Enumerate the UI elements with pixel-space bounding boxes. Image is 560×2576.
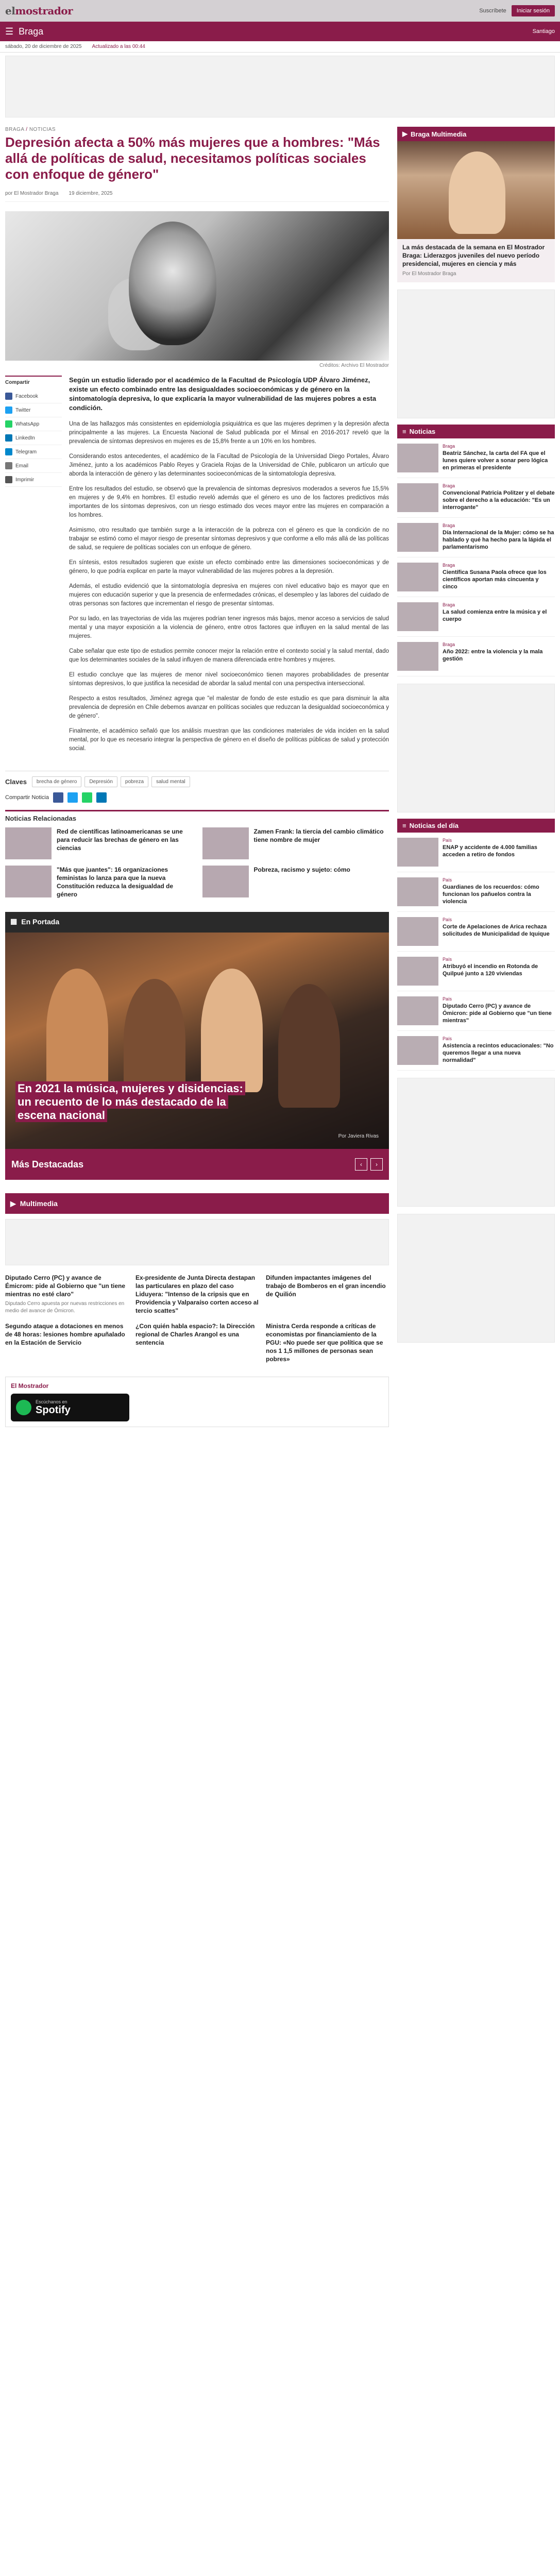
article-paragraph: Además, el estudio evidenció que la sintomatología depresiva en mujeres con nivel educativo bajo es mayor que en mujeres con educación superior y que la presencia de enfermedades crónicas, el desempleo y las labores del cuidado de otras personas son factores que incrementan el riesgo de presentar síntomas. (69, 583, 389, 607)
share-item-email[interactable] (5, 459, 62, 473)
article-paragraph: Entre los resultados del estudio, se observó que la prevalencia de síntomas depresivos moderados a severos fue 15,5% en mujeres y de 9,4% en hombres. El estudio reveló además que el género es uno de los factores predictivos más importantes de los síntomas depresivos, con un riesgo estimado dos veces mayor entre las mujeres en comparación a los hombres. (69, 486, 389, 518)
sidebar-thumbnail[interactable] (397, 917, 438, 946)
news-summary: Diputado Cerro apuesta por nuevas restricciones en medio del avance de Ómicron. (5, 1301, 125, 1314)
tag-link[interactable]: Depresión (84, 776, 117, 787)
play-icon: ▶ (10, 1199, 16, 1208)
sidebar-news-item[interactable] (397, 597, 555, 637)
related-title: Noticias Relacionadas (5, 815, 76, 822)
portada-section (5, 912, 389, 1180)
article-paragraph: Considerando estos antecedentes, el académico de la Facultad de Psicología de la Universidad Diego Portales, Álvaro Jiménez, junto a los académicos Pablo Reyes y Graciela Rojas de la Universidad de Chile, publicaron un artículo que aborda la interacción de género y las determinantes socioeconómicas de la sintomatología depresiva. (69, 453, 389, 477)
list-icon: ≡ (402, 822, 406, 829)
sidebar-news-section: Braga (443, 483, 455, 488)
sidebar-ad-1[interactable] (397, 290, 555, 418)
related-item[interactable] (202, 827, 389, 859)
article-title: Depresión afecta a 50% más mujeres que a hombres: "Más allá de políticas de salud, necesitamos políticas sociales con enfoque de género" (5, 134, 380, 182)
updated-time: Actualizado a las 00:44 (92, 44, 145, 49)
grid-icon: ▦ (10, 917, 18, 925)
sidebar-news-item[interactable] (397, 912, 555, 952)
sidebar-news-item[interactable] (397, 1031, 555, 1071)
sidebar-ad-3[interactable] (397, 1078, 555, 1207)
spotify-icon (16, 1400, 31, 1415)
sidebar-news-item[interactable] (397, 952, 555, 991)
tags-label: Claves (5, 778, 27, 786)
related-headline[interactable]: Pobreza, racismo y sujeto: cómo (253, 866, 350, 873)
spotify-button[interactable]: Escúchanos en Spotify (11, 1394, 129, 1421)
whatsapp-icon[interactable] (82, 792, 92, 803)
sidebar-news-headline[interactable]: Guardianes de los recuerdos: cómo funcionan los pañuelos contra la violencia (443, 884, 539, 905)
share-item-label: Twitter (15, 407, 31, 413)
subscribe-link[interactable]: Suscríbete (479, 8, 506, 14)
noticias-dia-head: ≡ Noticias del día (397, 819, 555, 833)
sidebar-news-headline[interactable]: La salud comienza entre la música y el cuerpo (443, 609, 547, 622)
next-arrow-icon[interactable]: › (370, 1158, 383, 1171)
news-card[interactable] (266, 1274, 389, 1315)
sidebar-news-item[interactable] (397, 478, 555, 518)
top-header-actions (479, 5, 555, 16)
sidebar (397, 121, 555, 1427)
date-bar (0, 41, 560, 53)
news-headline[interactable]: Diputado Cerro (PC) y avance de Émicrom: pide al Gobierno que "un tiene mientras no esté claro" (5, 1274, 126, 1298)
menu-icon[interactable]: ☰ (5, 26, 14, 37)
sidebar-news-item[interactable] (397, 557, 555, 597)
sidebar-news-section: País (443, 957, 452, 962)
share-item-label: Imprimir (15, 477, 35, 483)
multimedia-photo[interactable] (397, 141, 555, 239)
sidebar-news-item[interactable] (397, 637, 555, 676)
related-thumbnail[interactable] (202, 827, 249, 859)
related-thumbnail[interactable] (202, 866, 249, 897)
sidebar-news-headline[interactable]: Año 2022: entre la violencia y la mala gestión (443, 649, 543, 662)
portada-credit: Por Javiera Rivas (338, 1133, 379, 1139)
sidebar-news-headline[interactable]: Convencional Patricia Politzer y el debate sobre el derecho a la educación: "Es un interrogante" (443, 490, 555, 511)
hero-image (5, 211, 389, 361)
telegram-icon (5, 448, 12, 455)
section-bar (0, 22, 560, 41)
portada-label: ▦ En Portada (10, 917, 60, 926)
related-headline[interactable]: Red de científicas latinoamericanas se une para reducir las brechas de género en las ciencias (57, 828, 183, 852)
sidebar-news-headline[interactable]: Corte de Apelaciones de Arica rechaza solicitudes de Municipalidad de Iquique (443, 924, 550, 937)
article-paragraph: El estudio concluye que las mujeres de menor nivel socioeconómico tienen mayores probabilidades de presentar síntomas depresivos, lo que justifica la necesidad de abordar la salud mental con una perspectiva interseccional. (69, 672, 389, 687)
news-card[interactable] (266, 1322, 389, 1363)
share-row-label: Compartir Noticia (5, 794, 49, 801)
highlights-label: Más Destacadas (11, 1159, 84, 1170)
multimedia-band: ▶ Multimedia (5, 1193, 389, 1214)
linkedin-icon (5, 434, 12, 442)
news-card[interactable] (135, 1322, 259, 1363)
tags-row (5, 771, 389, 787)
related-item[interactable] (5, 866, 192, 899)
article-body (69, 376, 389, 759)
sidebar-news-headline[interactable]: ENAP y accidente de 4.000 familias acceden a retiro de fondos (443, 844, 537, 858)
sidebar-ad-2[interactable] (397, 684, 555, 812)
sidebar-news-headline[interactable]: Científica Susana Paola ofrece que los científicos aportan más cincuenta y cinco (443, 569, 547, 590)
sidebar-news-headline[interactable]: Día Internacional de la Mujer: cómo se ha hablado y qué ha hecho para la lápida el parlamentarismo (443, 530, 554, 550)
main-column (5, 121, 389, 1427)
sidebar-news-section: Braga (443, 602, 455, 607)
article-byline (5, 188, 389, 202)
tag-link[interactable]: brecha de género (32, 776, 81, 787)
news-card[interactable] (5, 1274, 128, 1315)
sidebar-news-item[interactable] (397, 872, 555, 912)
share-title: Compartir (5, 376, 62, 385)
multimedia-head: ▶ Braga Multimedia (397, 127, 555, 141)
multimedia-caption[interactable]: La más destacada de la semana en El Mostrador Braga: Liderazgos juveniles del nuevo período presidencial, mujeres en ciencia y más Por El Mostrador Braga (397, 239, 555, 282)
sidebar-news-headline[interactable]: Diputado Cerro (PC) y avance de Ómicron: pide al Gobierno que "un tiene mientras" (443, 1003, 552, 1024)
related-headline[interactable]: "Más que juantes": 16 organizaciones feministas lo lanza para que la nueva Constitución reduzca la desigualdad de género (57, 866, 174, 898)
sidebar-news-item[interactable] (397, 438, 555, 478)
news-grid (5, 1274, 389, 1363)
list-icon: ≡ (402, 428, 406, 435)
email-icon (5, 462, 12, 469)
breadcrumb[interactable]: BRAGA / NOTICIAS (5, 127, 56, 132)
sidebar-thumbnail[interactable] (397, 838, 438, 867)
play-icon: ▶ (402, 130, 408, 138)
sidebar-news-section: Braga (443, 563, 455, 568)
location-label: Santiago (532, 28, 555, 35)
article-paragraph: En síntesis, estos resultados sugieren que existe un efecto combinado entre las dimensiones socioeconómicas y de género, lo que podría explicar en parte la mayor vulnerabilidad de las mujeres pobres a la depresión. (69, 560, 389, 574)
share-item-linkedin[interactable] (5, 431, 62, 445)
facebook-icon[interactable] (53, 792, 63, 803)
share-item-telegram[interactable] (5, 445, 62, 459)
twitter-icon (5, 406, 12, 414)
related-news (5, 810, 389, 899)
article-lead: Según un estudio liderado por el académico de la Facultad de Psicología UDP Álvaro Jiménez, existe un efecto combinado entre las desigualdades socioeconómicas y de género en la sintomatología depresiva, lo que explicaría la mayor vulnerabilidad de las mujeres pobres a esta condición. (69, 376, 377, 412)
sidebar-ad-4[interactable] (397, 1214, 555, 1343)
noticias-head: ≡ Noticias (397, 425, 555, 438)
tag-link[interactable]: salud mental (151, 776, 190, 787)
current-date: sábado, 20 de diciembre de 2025 (5, 44, 82, 49)
share-item-facebook[interactable] (5, 389, 62, 403)
twitter-icon[interactable] (67, 792, 78, 803)
sidebar-thumbnail[interactable] (397, 877, 438, 906)
sidebar-news-section: Braga (443, 642, 455, 647)
portada-headline[interactable]: En 2021 la música, mujeres y disidencias: un recuento de lo más destacado de la escena nacional (15, 1082, 258, 1122)
site-logo[interactable]: elmostrador (5, 5, 73, 17)
sidebar-news-headline[interactable]: Asistencia a recintos educacionales: "No queremos llegar a una nueva normalidad" (443, 1043, 554, 1063)
related-item[interactable] (5, 827, 192, 859)
photo-caption: Créditos: Archivo El Mostrador (319, 363, 389, 368)
sidebar-news-section: País (443, 877, 452, 883)
tag-link[interactable]: pobreza (121, 776, 148, 787)
author[interactable]: por El Mostrador Braga (5, 191, 59, 196)
sidebar-thumbnail[interactable] (397, 523, 438, 552)
podcast-block (5, 1377, 389, 1427)
sidebar-thumbnail[interactable] (397, 996, 438, 1025)
related-thumbnail[interactable] (5, 827, 52, 859)
sidebar-news-headline[interactable]: Beatriz Sánchez, la carta del FA que el lunes quiere volver a sonar pero lógica en primeras el presidente (443, 450, 548, 471)
news-headline[interactable]: Ex-presidente de Junta Directa destapan las particulares en plazo del caso Liduyera: "Intenso de la cripsis que en Providencia y Valparaíso corten acceso al tercio scattes" (135, 1274, 259, 1314)
article-paragraph: Por su lado, en las trayectorias de vida las mujeres podrían tener ingresos más bajos, menor acceso a servicios de salud mental y una mayor exposición a la violencia de género, entre otros factores que influyen en la salud mental de las mujeres. (69, 616, 389, 639)
sidebar-thumbnail[interactable] (397, 1036, 438, 1065)
sidebar-news-section: País (443, 838, 452, 843)
share-item-label: Telegram (15, 449, 37, 455)
sidebar-news-item[interactable] (397, 833, 555, 872)
section-title: Braga (19, 26, 44, 37)
top-header (0, 0, 560, 22)
mid-ad-banner[interactable] (5, 1219, 389, 1265)
related-headline[interactable]: Zamen Frank: la tiercia del cambio climático tiene nombre de mujer (253, 828, 384, 843)
share-item-label: Facebook (15, 393, 38, 399)
podcast-title: El Mostrador (11, 1382, 49, 1389)
news-headline[interactable]: Ministra Cerda responde a críticas de economistas por financiamiento de la PGU: «No puede ser que política que se nos 1 1,5 millones de personas sean pobres» (266, 1323, 383, 1363)
news-card[interactable] (5, 1322, 128, 1363)
sidebar-thumbnail[interactable] (397, 563, 438, 591)
sidebar-thumbnail[interactable] (397, 957, 438, 986)
article-paragraph: Respecto a estos resultados, Jiménez agrega que "el malestar de fondo de este estudio es que para disminuir la alta prevalencia de depresión en Chile debemos avanzar en políticas sociales que reduzcan la desigualdad socioeconómica y de género". (69, 696, 389, 719)
news-headline[interactable]: ¿Con quién habla espacio?: la Dirección regional de Charles Arangol es una sentencia (135, 1323, 255, 1346)
facebook-icon (5, 393, 12, 400)
article-paragraph: Una de las hallazgos más consistentes en epidemiología psiquiátrica es que las mujeres deprimen y la depresión afecta principalmente a las mujeres. La Encuesta Nacional de Salud publicada por el Minsal en 2016-2017 reveló que la prevalencia de síntomas depresivos en mujeres es de 15,8% frente a un 10% en los hombres. (69, 421, 389, 445)
sidebar-thumbnail[interactable] (397, 642, 438, 671)
sidebar-thumbnail[interactable] (397, 483, 438, 512)
sidebar-news-section: Braga (443, 444, 455, 449)
article-paragraph: Asimismo, otro resultado que también surge a la interacción de la pobreza con el género es que la condición de no trabajar se estimó como el mayor riesgo de presentar síntomas depresivos y que conforme a ello más allá de las políticas de salud, se requiere de políticas sociales con un enfoque de género. (69, 527, 389, 551)
sidebar-thumbnail[interactable] (397, 444, 438, 472)
share-item-label: WhatsApp (15, 421, 40, 427)
sidebar-thumbnail[interactable] (397, 602, 438, 631)
news-headline[interactable]: Difunden impactantes imágenes del trabajo de Bomberos en el gran incendio de Quilión (266, 1274, 386, 1298)
top-ad-banner[interactable] (5, 56, 555, 117)
whatsapp-icon (5, 420, 12, 428)
sidebar-news-headline[interactable]: Atribuyó el incendio en Rotonda de Quilpué junto a 120 viviendas (443, 963, 538, 977)
news-headline[interactable]: Segundo ataque a dotaciones en menos de 48 horas: lesiones hombre apuñalado en la Estación de Servicio (5, 1323, 125, 1346)
share-item-label: Email (15, 463, 29, 469)
share-item-imprimir[interactable] (5, 473, 62, 487)
article-paragraph: Finalmente, el académico señaló que los análisis muestran que las condiciones materiales de vida inciden en la salud mental, por lo que es necesario integrar la perspectiva de género en el diseño de políticas públicas de salud y protección social. (69, 728, 389, 752)
related-thumbnail[interactable] (5, 866, 52, 897)
share-row (5, 792, 389, 803)
share-sidebar (5, 376, 62, 759)
article-paragraph: Cabe señalar que este tipo de estudios permite conocer mejor la relación entre el contexto social y la salud mental, dado que los determinantes sociales de la salud influyen de manera diferenciada entre hombres y mujeres. (69, 648, 389, 663)
portada-bottom-bar (5, 1149, 389, 1180)
sidebar-news-section: Braga (443, 523, 455, 528)
news-card[interactable] (135, 1274, 259, 1315)
publish-date: 19 diciembre, 2025 (69, 191, 113, 196)
linkedin-icon[interactable] (96, 792, 107, 803)
share-item-label: LinkedIn (15, 435, 35, 441)
share-item-twitter[interactable] (5, 403, 62, 417)
sidebar-news-item[interactable] (397, 518, 555, 557)
sidebar-news-item[interactable] (397, 991, 555, 1031)
share-item-whatsapp[interactable] (5, 417, 62, 431)
login-button[interactable]: Iniciar sesión (512, 5, 555, 16)
imprimir-icon (5, 476, 12, 483)
sidebar-news-section: País (443, 1036, 452, 1041)
related-item[interactable] (202, 866, 389, 899)
sidebar-news-section: País (443, 996, 452, 1002)
prev-arrow-icon[interactable]: ‹ (355, 1158, 367, 1171)
sidebar-news-section: País (443, 917, 452, 922)
